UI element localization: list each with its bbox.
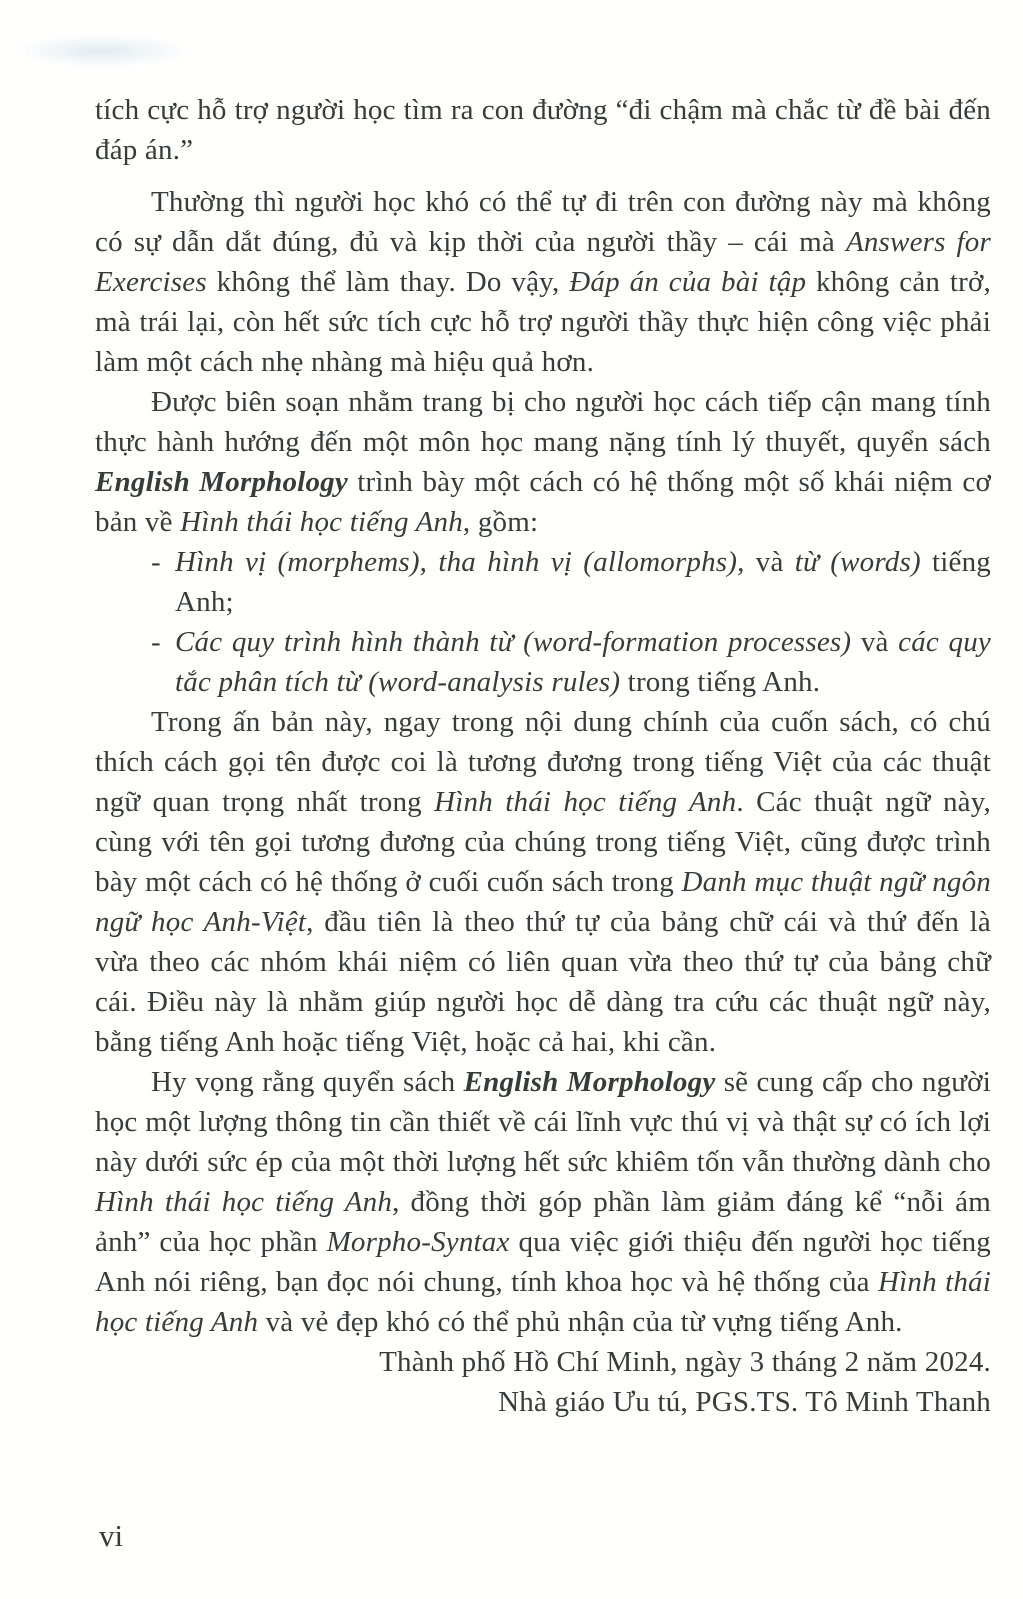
text-segment: trong tiếng Anh.: [620, 666, 821, 698]
text-segment: Thường thì người học khó có thể tự đi trên con đường này mà không có sự dẫn dắt đúng, đủ và kịp thời của người thầy – cái mà: [95, 186, 991, 258]
text-segment: trình bày một cách có hệ thống một số khái niệm cơ bản về: [95, 466, 991, 538]
scan-smudge-artifact: [12, 34, 192, 68]
text-segment: và: [851, 626, 899, 658]
signature-author-text: Nhà giáo Ưu tú, PGS.TS. Tô Minh Thanh: [498, 1386, 991, 1418]
list-dash: -: [151, 546, 161, 578]
paragraph-hope: [95, 1062, 991, 1342]
text-segment-italic: Đáp án của bài tập: [569, 266, 807, 298]
text-segment-italic: Hình thái học tiếng Anh: [95, 1266, 991, 1338]
text-segment-italic: Hình thái học tiếng Anh: [180, 506, 463, 538]
topics-list: [95, 542, 991, 702]
page-number: vi: [99, 1518, 124, 1553]
text-segment: và vẻ đẹp khó có thể phủ nhận của từ vựng tiếng Anh.: [258, 1306, 903, 1338]
text-segment-italic: Hình thái học tiếng Anh: [434, 786, 737, 818]
text-segment: không cản trở, mà trái lại, còn hết sức tích cực hỗ trợ người thầy thực hiện công việc phải làm một cách nhẹ nhàng mà hiệu quả hơn.: [95, 266, 991, 378]
text-segment: tiếng Anh;: [175, 546, 992, 618]
signature-date: [95, 1342, 991, 1382]
text-segment: , đầu tiên là theo thứ tự của bảng chữ cái và thứ đến là vừa theo các nhóm khái niệm có liên quan vừa theo thứ tự của bảng chữ cái. Điều này là nhằm giúp người học dễ dàng tra cứu các thuật ngữ này, bằng tiếng Anh hoặc tiếng Việt, hoặc cả hai, khi cần.: [95, 906, 991, 1058]
signature-author: [95, 1382, 991, 1422]
text-segment-italic: Các quy trình hình thành từ (word-formation processes): [175, 626, 852, 658]
text-segment: qua việc giới thiệu đến người học tiếng Anh nói riêng, bạn đọc nói chung, tính khoa học và hệ thống của: [95, 1226, 991, 1298]
paragraph-teacher-role: [95, 182, 991, 382]
list-item-text: [175, 542, 991, 622]
text-block: [95, 90, 991, 1422]
text-segment: Được biên soạn nhằm trang bị cho người học cách tiếp cận mang tính thực hành hướng đến một môn học mang nặng tính lý thuyết, quyển sách: [95, 386, 991, 458]
text-segment: Hy vọng rằng quyển sách: [151, 1066, 464, 1098]
text-segment-italic: Danh mục thuật ngữ ngôn ngữ học Anh-Việt: [95, 866, 991, 938]
text-segment: tích cực hỗ trợ người học tìm ra con đường “đi chậm mà chắc từ đề bài đến đáp án.”: [95, 94, 991, 166]
text-segment-italic: các quy tắc phân tích từ (word-analysis rules): [175, 626, 991, 698]
text-segment-italic: Hình thái học tiếng Anh: [95, 1186, 393, 1218]
paragraph-book-intro: [95, 382, 991, 542]
text-segment: . Các thuật ngữ này, cùng với tên gọi tương đương của chúng trong tiếng Việt, cũng được trình bày một cách có hệ thống ở cuối cuốn sách trong: [95, 786, 992, 898]
text-segment: không thể làm thay. Do vậy,: [206, 266, 570, 298]
list-item-text: [175, 622, 991, 702]
text-segment-italic: từ (words): [794, 546, 921, 578]
book-title: English Morphology: [95, 466, 348, 498]
text-segment-italic: Morpho-Syntax: [326, 1226, 510, 1258]
list-dash: -: [151, 626, 161, 658]
list-item: [95, 542, 991, 622]
text-segment: , gồm:: [462, 506, 539, 538]
text-segment: , đồng thời góp phần làm giảm đáng kể “nỗi ám ảnh” của học phần: [95, 1186, 991, 1258]
paragraph-continuation: [95, 90, 991, 170]
paragraph-edition-notes: [95, 702, 991, 1062]
text-segment: sẽ cung cấp cho người học một lượng thông tin cần thiết về cái lĩnh vực thú vị và thật sự có ích lợi này dưới sức ép của một thời lượng hết sức khiêm tốn vẫn thường dành cho: [95, 1066, 991, 1178]
text-segment-italic: Hình vị (morphems), tha hình vị (allomorphs),: [175, 546, 745, 578]
book-title: English Morphology: [463, 1066, 716, 1098]
signature-date-text: Thành phố Hồ Chí Minh, ngày 3 tháng 2 năm 2024.: [379, 1346, 991, 1378]
text-segment: và: [744, 546, 795, 578]
list-item: [95, 622, 991, 702]
text-segment-italic: Answers for Exercises: [95, 226, 991, 298]
text-segment: Trong ấn bản này, ngay trong nội dung chính của cuốn sách, có chú thích cách gọi tên được coi là tương đương trong tiếng Việt của các thuật ngữ quan trọng nhất trong: [95, 706, 991, 818]
